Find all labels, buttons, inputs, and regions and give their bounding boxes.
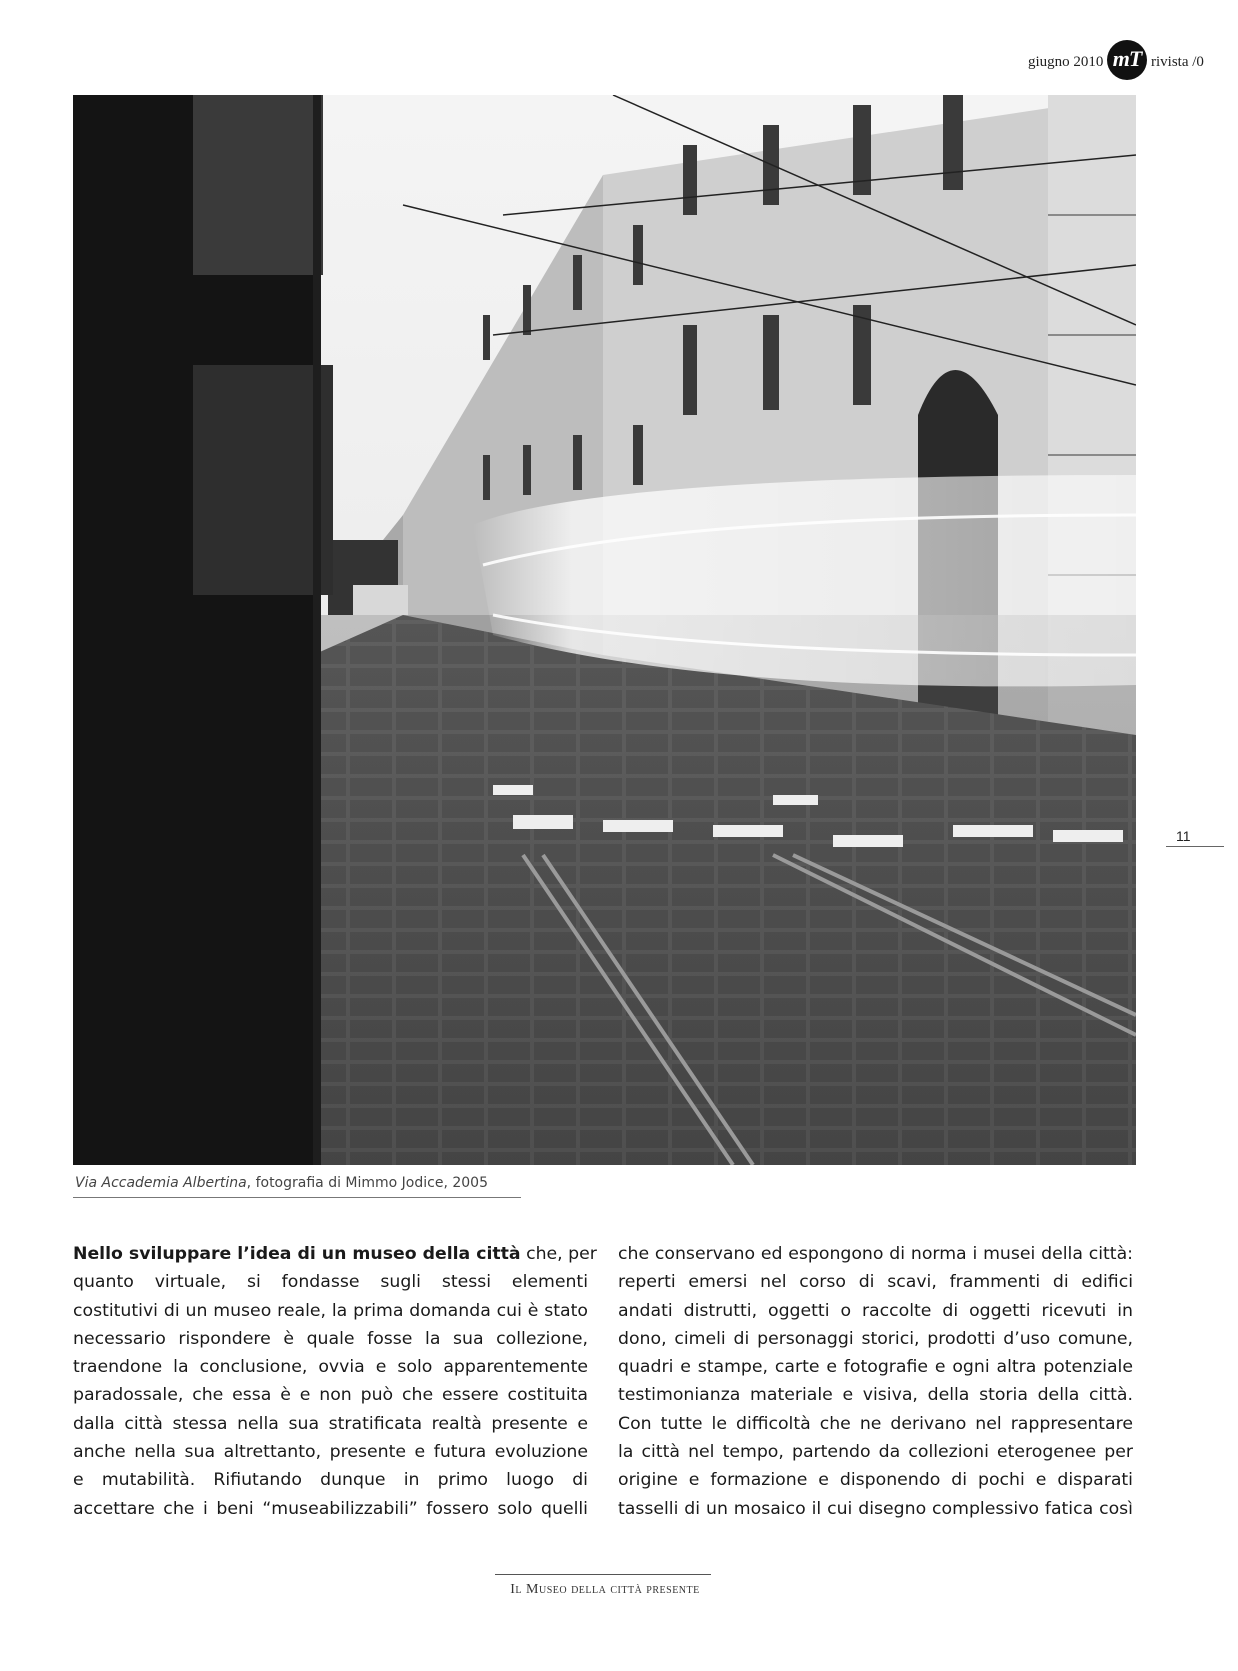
photo-caption bbox=[75, 1175, 488, 1191]
caption-divider bbox=[73, 1197, 521, 1198]
body-column-right bbox=[618, 1240, 1133, 1523]
page-number: 11 bbox=[1176, 828, 1191, 844]
page-number-divider bbox=[1166, 846, 1224, 847]
body-line: che conservano ed espongono di norma i musei della città: bbox=[618, 1244, 1133, 1264]
issue-date: giugno 2010 bbox=[1028, 54, 1104, 70]
body-line: dalla città stessa nella sua stratificata realtà presente e bbox=[73, 1413, 588, 1434]
magazine-logo: mT bbox=[1107, 40, 1147, 80]
running-footer: Il Museo della città presente bbox=[510, 1582, 700, 1597]
body-line: necessario rispondere è quale fosse la sua collezione, bbox=[73, 1328, 588, 1349]
body-line: andati distrutti, oggetti o raccolte di oggetti ricevuti in bbox=[618, 1300, 1133, 1321]
body-column-left bbox=[73, 1240, 597, 1523]
body-line: testimonianza materiale e visiva, della storia della città. bbox=[618, 1385, 1133, 1406]
body-line: e mutabilità. Rifiutando dunque in primo luogo di bbox=[73, 1470, 588, 1491]
body-line: quanto virtuale, si fondasse sugli stessi elementi bbox=[73, 1272, 588, 1293]
caption-credit: , fotografia di Mimmo Jodice, 2005 bbox=[246, 1175, 488, 1191]
footer-divider bbox=[495, 1574, 711, 1575]
body-line: accettare che i beni “museabilizzabili” fossero solo quelli bbox=[73, 1498, 588, 1519]
body-line: tasselli di un mosaico il cui disegno complessivo fatica così bbox=[618, 1498, 1133, 1519]
lead-phrase: Nello sviluppare l’idea di un museo della città bbox=[73, 1244, 521, 1264]
body-line: Con tutte le difficoltà che ne derivano nel rappresentare bbox=[618, 1413, 1133, 1434]
body-line: costitutivi di un museo reale, la prima domanda cui è stato bbox=[73, 1300, 588, 1321]
street-photo-illustration bbox=[73, 95, 1136, 1165]
body-line: dono, cimeli di personaggi storici, prodotti d’uso comune, bbox=[618, 1328, 1133, 1349]
body-line: anche nella sua altrettanto, presente e futura evoluzione bbox=[73, 1442, 588, 1463]
body-line: traendone la conclusione, ovvia e solo apparentemente bbox=[73, 1357, 588, 1378]
body-line: origine e formazione e disponendo di pochi e disparati bbox=[618, 1470, 1133, 1491]
issue-number: rivista /0 bbox=[1151, 54, 1204, 70]
body-line: reperti emersi nel corso di scavi, frammenti di edifici bbox=[618, 1272, 1133, 1293]
body-line: quadri e stampe, carte e fotografie e ogni altra potenziale bbox=[618, 1357, 1133, 1378]
page-header bbox=[1020, 40, 1220, 80]
street-photograph bbox=[73, 95, 1136, 1165]
body-line: Nello sviluppare l’idea di un museo della città che, per bbox=[73, 1244, 597, 1264]
body-line: paradossale, che essa è e non può che essere costituita bbox=[73, 1385, 588, 1406]
caption-title: Via Accademia Albertina bbox=[75, 1175, 247, 1191]
body-line: la città nel tempo, partendo da collezioni eterogenee per bbox=[618, 1442, 1133, 1463]
